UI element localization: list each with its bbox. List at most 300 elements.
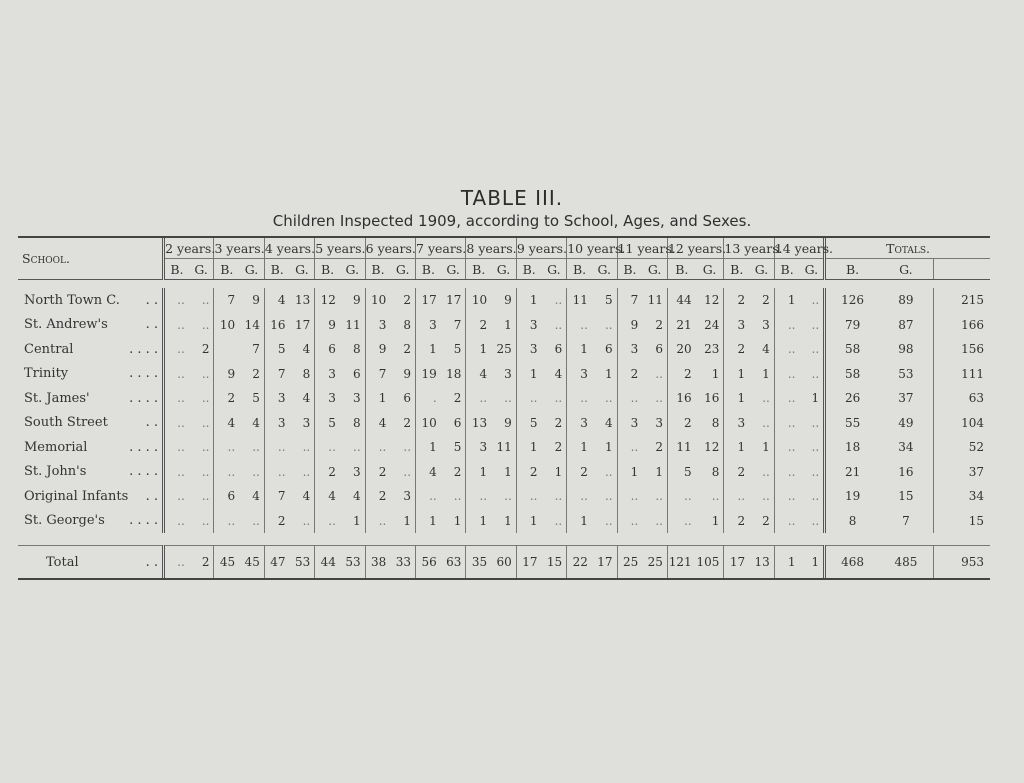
boys-count-cell: 10 [471, 293, 488, 308]
boys-count-cell: .. [580, 489, 588, 504]
girls-count-cell: 17 [290, 313, 315, 338]
boys-count-cell: .. [277, 464, 286, 479]
boys-count-cell: 1 [737, 391, 746, 406]
school-name-cell [18, 411, 164, 436]
school-name: St. George's [24, 513, 105, 529]
girls-count-cell: 9 [491, 288, 516, 313]
age-column-header: 9 years. [516, 238, 566, 259]
girls-count-cell: 23 [696, 337, 724, 362]
age-column-header: 7 years. [416, 238, 466, 259]
girls-count-cell: .. [749, 411, 774, 436]
boys-count-cell: .. [787, 342, 796, 357]
boys-subheader: B. [516, 259, 541, 280]
boys-count-cell: 35 [471, 555, 488, 569]
boys-count-cell: 1 [429, 440, 437, 455]
total-all-cell: 37 [933, 460, 990, 485]
girls-count-cell: .. [390, 435, 415, 460]
total-all-cell: 34 [933, 484, 990, 509]
girls-count-cell: 53 [340, 546, 365, 579]
boys-count-cell: 2 [227, 391, 236, 406]
age-column-header: 10 years. [567, 238, 617, 259]
girls-count-cell: 1 [491, 460, 516, 485]
inspection-table-wrapper [18, 236, 990, 580]
girls-count-cell: 8 [696, 460, 724, 485]
girls-count-cell: 9 [390, 362, 415, 387]
boys-count-cell: .. [787, 317, 796, 332]
boys-count-cell: .. [177, 415, 185, 430]
boys-count-cell: .. [630, 513, 639, 528]
boys-count-cell: 20 [676, 342, 692, 357]
boys-count-cell: .. [227, 513, 236, 528]
boys-count-cell: 21 [676, 317, 692, 332]
boys-subheader: B. [416, 259, 441, 280]
boys-count-cell: .. [737, 489, 746, 504]
girls-count-cell: 3 [390, 484, 415, 509]
boys-subheader: B. [164, 259, 189, 280]
girls-count-cell: 7 [441, 313, 466, 338]
girls-count-cell: .. [290, 460, 315, 485]
girls-count-cell: 8 [696, 411, 724, 436]
girls-count-cell: .. [189, 362, 214, 387]
total-all-cell: 166 [933, 313, 990, 338]
boys-count-cell: 1 [630, 464, 639, 479]
boys-count-cell: .. [787, 440, 796, 455]
dot-leader: . . [145, 317, 159, 333]
girls-count-cell: .. [749, 386, 774, 411]
boys-count-cell: 1 [378, 391, 387, 406]
boys-count-cell: 2 [328, 464, 336, 479]
boys-count-cell: .. [177, 342, 185, 357]
boys-count-cell: 9 [630, 317, 639, 332]
total-girls-cell: 37 [898, 391, 914, 406]
boys-count-cell: 3 [630, 342, 639, 357]
girls-count-cell: 6 [642, 337, 667, 362]
boys-count-cell: .. [328, 440, 336, 455]
dot-leader: . . [145, 415, 159, 431]
girls-count-cell: 1 [340, 509, 365, 534]
girls-count-cell: 11 [642, 288, 667, 313]
dot-leader: . . [145, 554, 159, 570]
boys-count-cell: 2 [277, 513, 286, 528]
girls-count-cell: .. [642, 386, 667, 411]
girls-count-cell: .. [189, 288, 214, 313]
girls-count-cell: 9 [491, 411, 516, 436]
girls-count-cell: 16 [696, 386, 724, 411]
girls-count-cell: .. [749, 484, 774, 509]
boys-count-cell: .. [787, 366, 796, 381]
boys-count-cell: 2 [684, 415, 692, 430]
boys-count-cell: 1 [429, 342, 437, 357]
boys-count-cell: .. [684, 513, 692, 528]
boys-count-cell: 3 [479, 440, 488, 455]
girls-count-cell: 2 [189, 337, 214, 362]
girls-count-cell: .. [239, 460, 264, 485]
girls-count-cell: 8 [390, 313, 415, 338]
girls-count-cell: 2 [239, 362, 264, 387]
boys-count-cell: 121 [668, 555, 692, 569]
boys-count-cell: 1 [529, 440, 538, 455]
girls-count-cell: 8 [290, 362, 315, 387]
age-column-header: 6 years. [365, 238, 415, 259]
girls-count-cell: 15 [542, 546, 567, 579]
dot-leader: . . . . [129, 513, 159, 529]
boys-count-cell: 4 [227, 415, 236, 430]
boys-count-cell: .. [227, 464, 236, 479]
total-label-cell [18, 546, 164, 579]
boys-count-cell: 2 [684, 366, 692, 381]
boys-count-cell: 4 [277, 293, 286, 308]
boys-count-cell: 2 [479, 317, 488, 332]
school-name: South Street [24, 415, 108, 431]
girls-count-cell: 2 [749, 288, 774, 313]
age-column-header: 11 years. [617, 238, 667, 259]
school-name-cell [18, 435, 164, 460]
boys-count-cell: 1 [580, 342, 588, 357]
boys-subheader: B. [617, 259, 642, 280]
girls-count-cell: 4 [542, 362, 567, 387]
boys-count-cell: 11 [676, 440, 692, 455]
boys-count-cell: 44 [676, 293, 692, 308]
boys-count-cell: 45 [219, 555, 236, 569]
boys-count-cell: 9 [378, 342, 387, 357]
boys-count-cell: 5 [328, 415, 336, 430]
total-all-cell: 111 [933, 362, 990, 387]
total-girls-cell: 34 [898, 440, 914, 455]
total-all-cell: 52 [933, 435, 990, 460]
girls-count-cell: .. [799, 435, 824, 460]
table-row [18, 386, 990, 411]
totals-boys-subheader: B. [825, 259, 879, 280]
girls-count-cell: 4 [290, 337, 315, 362]
boys-count-cell: .. [378, 440, 387, 455]
boys-count-cell: 3 [737, 317, 746, 332]
girls-count-cell: 3 [340, 460, 365, 485]
dot-leader: . . . . [129, 464, 159, 480]
inspection-table [18, 238, 990, 578]
boys-count-cell: 22 [572, 555, 588, 569]
boys-count-cell: .. [630, 391, 639, 406]
total-all-cell: 63 [933, 386, 990, 411]
girls-count-cell: 3 [491, 362, 516, 387]
girls-count-cell: .. [542, 386, 567, 411]
girls-count-cell: .. [441, 484, 466, 509]
girls-count-cell: .. [542, 484, 567, 509]
school-name-cell [18, 484, 164, 509]
girls-count-cell: 1 [441, 509, 466, 534]
boys-count-cell: 7 [630, 293, 639, 308]
total-boys-cell: 468 [825, 546, 879, 579]
girls-count-cell: 5 [239, 386, 264, 411]
girls-count-cell: 53 [290, 546, 315, 579]
girls-count-cell: 4 [239, 411, 264, 436]
boys-count-cell: 56 [421, 555, 437, 569]
total-boys-cell: 126 [825, 288, 879, 313]
boys-count-cell: 47 [270, 555, 286, 569]
boys-subheader: B. [667, 259, 695, 280]
girls-count-cell: 45 [239, 546, 264, 579]
boys-count-cell: 1 [529, 293, 538, 308]
girls-count-cell: .. [799, 460, 824, 485]
total-girls-cell: 98 [898, 342, 914, 357]
boys-count-cell: 2 [378, 464, 387, 479]
boys-count-cell: 2 [529, 464, 538, 479]
girls-count-cell: 3 [749, 313, 774, 338]
boys-count-cell: 2 [630, 366, 639, 381]
table-title: TABLE III. [460, 186, 564, 210]
total-boys-cell: 8 [825, 509, 879, 534]
boys-count-cell: 6 [227, 489, 236, 504]
girls-count-cell: .. [799, 411, 824, 436]
age-column-header: 5 years. [315, 238, 365, 259]
boys-count-cell: 1 [479, 342, 488, 357]
dot-leader: . . . . [129, 341, 159, 357]
table-row [18, 460, 990, 485]
girls-count-cell: 13 [749, 546, 774, 579]
girls-subheader: G. [799, 259, 824, 280]
girls-subheader: G. [642, 259, 667, 280]
boys-subheader: B. [466, 259, 491, 280]
total-all-cell: 215 [933, 288, 990, 313]
boys-count-cell: 1 [737, 440, 746, 455]
girls-count-cell: .. [542, 509, 567, 534]
girls-count-cell: 7 [239, 337, 264, 362]
girls-count-cell: 2 [441, 460, 466, 485]
girls-count-cell: 25 [642, 546, 667, 579]
boys-count-cell: 12 [320, 293, 336, 308]
boys-count-cell: 1 [479, 513, 488, 528]
boys-count-cell: 2 [378, 489, 387, 504]
boys-count-cell: .. [177, 293, 185, 308]
girls-count-cell: .. [642, 484, 667, 509]
school-name: St. Andrew's [24, 317, 108, 333]
boys-count-cell: .. [177, 464, 185, 479]
girls-count-cell: 2 [642, 435, 667, 460]
total-all-cell: 15 [933, 509, 990, 534]
girls-subheader: G. [290, 259, 315, 280]
boys-count-cell: 38 [371, 555, 387, 569]
boys-count-cell: .. [378, 513, 387, 528]
school-name-cell [18, 362, 164, 387]
girls-count-cell: 1 [592, 435, 617, 460]
girls-count-cell: 2 [749, 509, 774, 534]
girls-count-cell: .. [592, 460, 617, 485]
boys-count-cell: .. [787, 464, 796, 479]
school-name-cell [18, 386, 164, 411]
table-row [18, 337, 990, 362]
girls-count-cell: .. [592, 386, 617, 411]
boys-count-cell: 3 [580, 366, 588, 381]
girls-count-cell: .. [592, 509, 617, 534]
dot-leader: . . . . [129, 390, 159, 406]
boys-count-cell: 1 [580, 440, 588, 455]
girls-count-cell: 24 [696, 313, 724, 338]
age-column-header: 14 years. [774, 238, 824, 259]
school-name-cell [18, 313, 164, 338]
boys-count-cell: 2 [737, 464, 746, 479]
girls-count-cell: 5 [441, 435, 466, 460]
school-name: Trinity [24, 366, 69, 382]
boys-count-cell: 1 [479, 464, 488, 479]
boys-count-cell: 1 [529, 513, 538, 528]
boys-count-cell: .. [479, 489, 488, 504]
total-all-cell: 953 [933, 546, 990, 579]
girls-count-cell: .. [189, 435, 214, 460]
girls-count-cell: .. [696, 484, 724, 509]
boys-count-cell: 13 [471, 415, 488, 430]
boys-count-cell: 17 [522, 555, 538, 569]
girls-count-cell: 3 [642, 411, 667, 436]
boys-count-cell: .. [684, 489, 692, 504]
girls-count-cell: 5 [592, 288, 617, 313]
boys-count-cell: . [432, 391, 437, 406]
boys-count-cell: 3 [328, 366, 336, 381]
girls-count-cell: .. [189, 386, 214, 411]
boys-count-cell: 7 [277, 489, 286, 504]
school-name: St. John's [24, 464, 87, 480]
girls-count-cell: 4 [290, 386, 315, 411]
girls-count-cell: 2 [542, 435, 567, 460]
boys-count-cell: .. [787, 415, 796, 430]
girls-count-cell: 18 [441, 362, 466, 387]
dot-leader: . . [145, 292, 159, 308]
girls-count-cell: 5 [441, 337, 466, 362]
total-girls-cell: 15 [898, 489, 914, 504]
school-name: North Town C. [24, 292, 120, 308]
girls-count-cell: 1 [491, 313, 516, 338]
boys-count-cell: .. [630, 489, 639, 504]
girls-subheader: G. [189, 259, 214, 280]
boys-count-cell: .. [177, 366, 185, 381]
boys-count-cell: 2 [737, 293, 746, 308]
boys-count-cell: .. [328, 513, 336, 528]
girls-count-cell: 4 [290, 484, 315, 509]
girls-count-cell: 2 [390, 288, 415, 313]
girls-count-cell: .. [799, 337, 824, 362]
girls-count-cell: 1 [799, 386, 824, 411]
girls-subheader: G. [749, 259, 774, 280]
boys-count-cell: .. [177, 440, 185, 455]
total-boys-cell: 19 [825, 484, 879, 509]
girls-count-cell: 2 [441, 386, 466, 411]
boys-count-cell: 10 [421, 415, 437, 430]
boys-subheader: B. [365, 259, 390, 280]
girls-count-cell: .. [290, 435, 315, 460]
school-name: Memorial [24, 439, 88, 455]
girls-count-cell: .. [592, 484, 617, 509]
girls-count-cell: 13 [290, 288, 315, 313]
girls-count-cell: 4 [749, 337, 774, 362]
girls-count-cell: 60 [491, 546, 516, 579]
school-name: Central [24, 341, 74, 357]
boys-count-cell: .. [529, 391, 538, 406]
girls-count-cell: .. [799, 362, 824, 387]
girls-count-cell: .. [542, 288, 567, 313]
totals-column-header: Totals. [825, 238, 990, 259]
total-girls-cell: 53 [898, 366, 914, 381]
boys-subheader: B. [315, 259, 340, 280]
boys-count-cell: 4 [429, 464, 437, 479]
girls-count-cell: 12 [696, 288, 724, 313]
boys-count-cell: 16 [270, 317, 286, 332]
girls-count-cell: .. [799, 313, 824, 338]
girls-count-cell: 1 [696, 509, 724, 534]
boys-count-cell: 5 [684, 464, 692, 479]
table-row [18, 313, 990, 338]
table-subtitle: Children Inspected 1909, according to School, Ages, and Sexes. [272, 212, 752, 230]
boys-count-cell: 1 [529, 366, 538, 381]
boys-count-cell: 7 [227, 293, 236, 308]
school-name-cell [18, 460, 164, 485]
boys-count-cell: 2 [580, 464, 588, 479]
table-row [18, 411, 990, 436]
girls-count-cell: .. [592, 313, 617, 338]
girls-count-cell: 9 [239, 288, 264, 313]
girls-count-cell: 3 [290, 411, 315, 436]
school-name-cell [18, 509, 164, 534]
boys-subheader: B. [264, 259, 289, 280]
totals-girls-subheader: G. [879, 259, 933, 280]
boys-count-cell: .. [787, 513, 796, 528]
boys-count-cell: .. [429, 489, 437, 504]
boys-count-cell: .. [227, 440, 236, 455]
girls-count-cell: 3 [340, 386, 365, 411]
total-all-cell: 156 [933, 337, 990, 362]
table-row [18, 435, 990, 460]
boys-count-cell: 3 [378, 317, 387, 332]
boys-count-cell: 11 [572, 293, 588, 308]
table-row [18, 288, 990, 313]
total-label: Total [46, 554, 79, 570]
boys-count-cell: 1 [787, 555, 796, 569]
boys-subheader: B. [774, 259, 799, 280]
girls-count-cell: .. [491, 386, 516, 411]
girls-count-cell: .. [799, 288, 824, 313]
boys-count-cell: 5 [529, 415, 538, 430]
age-column-header: 2 years. [164, 238, 214, 259]
totals-all-subheader [933, 259, 990, 280]
girls-count-cell: .. [239, 509, 264, 534]
boys-count-cell: .. [529, 489, 538, 504]
total-row [18, 546, 990, 579]
boys-count-cell: .. [277, 440, 286, 455]
girls-count-cell: .. [290, 509, 315, 534]
boys-count-cell: 44 [320, 555, 336, 569]
girls-count-cell: 17 [441, 288, 466, 313]
age-column-header: 13 years. [724, 238, 774, 259]
boys-count-cell: 3 [328, 391, 336, 406]
total-boys-cell: 58 [825, 362, 879, 387]
dot-leader: . . . . [129, 366, 159, 382]
boys-count-cell: 1 [737, 366, 746, 381]
girls-count-cell: 8 [340, 411, 365, 436]
girls-subheader: G. [441, 259, 466, 280]
girls-count-cell: 1 [749, 362, 774, 387]
boys-count-cell: 19 [421, 366, 437, 381]
girls-count-cell: .. [799, 484, 824, 509]
girls-count-cell: .. [642, 362, 667, 387]
girls-count-cell: .. [491, 484, 516, 509]
boys-count-cell: .. [630, 440, 639, 455]
girls-subheader: G. [542, 259, 567, 280]
girls-count-cell: 1 [749, 435, 774, 460]
girls-count-cell: 1 [542, 460, 567, 485]
school-column-header: School. [18, 238, 164, 280]
total-boys-cell: 18 [825, 435, 879, 460]
boys-count-cell: 3 [737, 415, 746, 430]
total-girls-cell: 49 [898, 415, 914, 430]
girls-subheader: G. [390, 259, 415, 280]
boys-count-cell: 9 [227, 366, 236, 381]
